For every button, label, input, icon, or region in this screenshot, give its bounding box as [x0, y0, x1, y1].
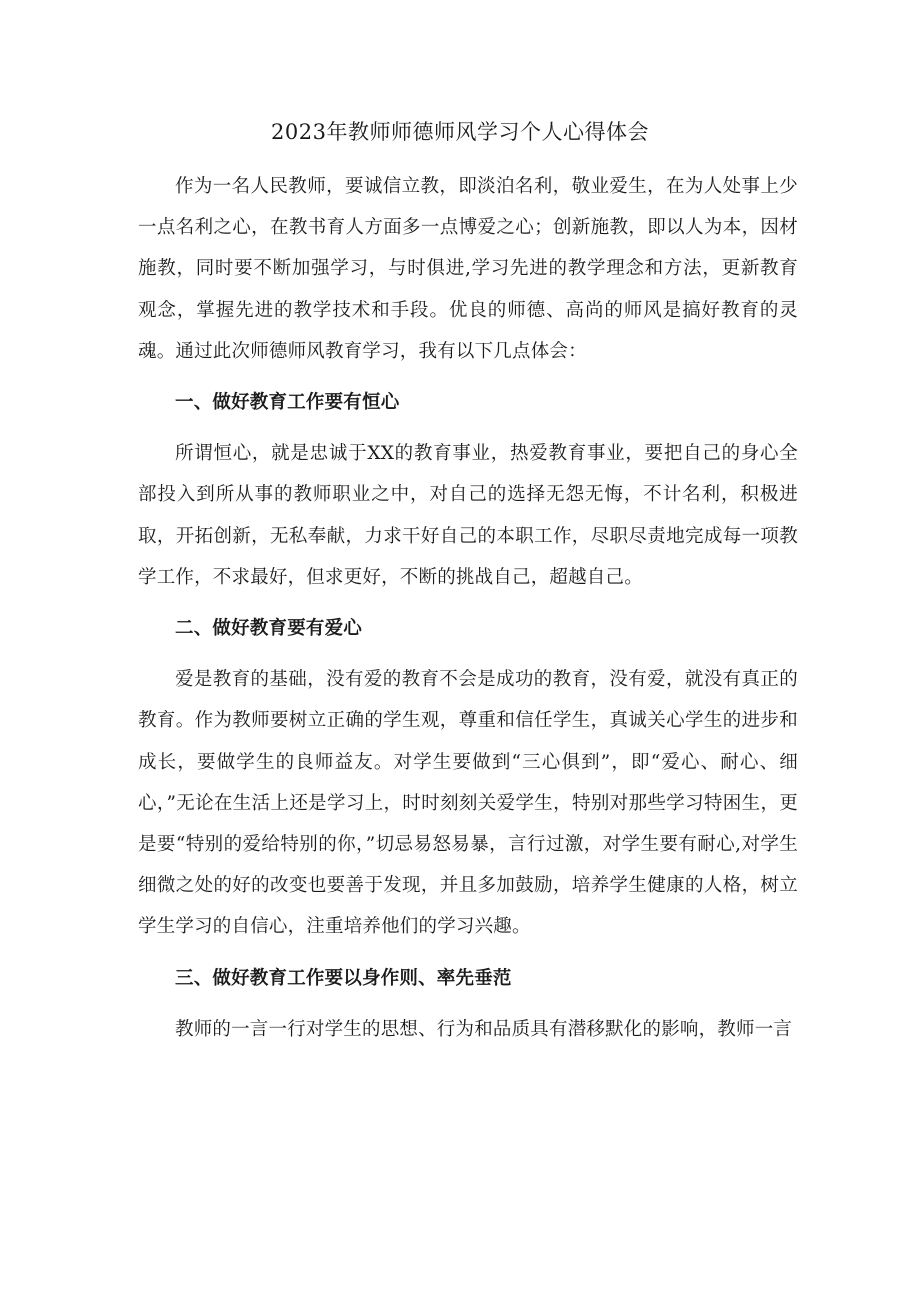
section-2-paragraph: 爱是教育的基础，没有爱的教育不会是成功的教育，没有爱，就没有真正的教育。作为教师要树立正确的学生观，尊重和信任学生，真诚关心学生的进步和成长，要做学生的良师益友。对学生要做到“三心俱到”，即“爱心、耐心、细心，”无论在生活上还是学习上，时时刻刻关爱学生，特别对那些学习特困生，更是要“特别的爱给特别的你，”切忌易怒易暴，言行过激，对学生要有耐心,对学生细微之处的好的改变也要善于发现，并且多加鼓励，培养学生健康的人格，树立学生学习的自信心，注重培养他们的学习兴趣。: [138, 669, 798, 938]
spacer: [138, 649, 798, 659]
spacer: [138, 423, 798, 433]
section-1-heading: 一、做好教育工作要有恒心: [175, 392, 400, 414]
spacer: [138, 372, 798, 382]
spacer: [138, 598, 798, 608]
spacer: [138, 999, 798, 1009]
document-body: [138, 166, 798, 1050]
spacer: [138, 948, 798, 958]
document-title: 2023年教师师德师风学习个人心得体会: [271, 120, 649, 144]
section-3-heading: 三、做好教育工作要以身作则、率先垂范: [175, 967, 512, 989]
section-2-heading: 二、做好教育要有爱心: [175, 618, 363, 640]
section-1-paragraph: 所谓恒心，就是忠诚于XX的教育事业，热爱教育事业，要把自己的身心全部投入到所从事的教师职业之中，对自己的选择无怨无悔，不计名利，积极进取，开拓创新，无私奉献，力求干好自己的本职工作，尽职尽责地完成每一项教学工作，不求最好，但求更好，不断的挑战自己，超越自己。: [138, 443, 798, 588]
section-3-paragraph: 教师的一言一行对学生的思想、行为和品质具有潜移默化的影响，教师一言: [175, 1018, 793, 1040]
intro-paragraph: 作为一名人民教师，要诚信立教，即淡泊名利，敬业爱生，在为人处事上少一点名利之心，在教书育人方面多一点博爱之心；创新施教，即以人为本，因材施教，同时要不断加强学习，与时俱进,学习先进的教学理念和方法，更新教育观念，掌握先进的教学技术和手段。优良的师德、高尚的师风是搞好教育的灵魂。通过此次师德师风教育学习，我有以下几点体会：: [138, 176, 798, 362]
